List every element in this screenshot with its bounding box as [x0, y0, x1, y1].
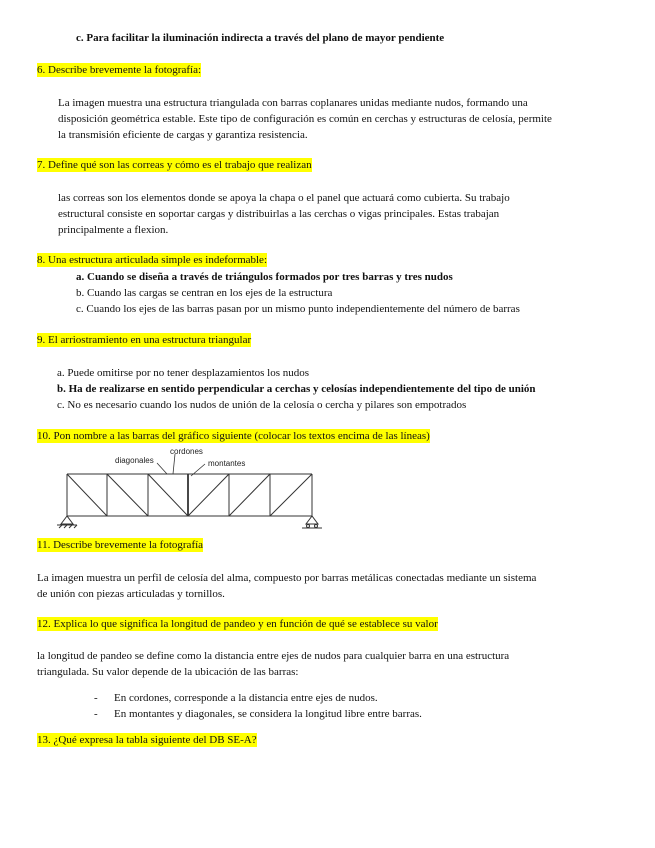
bullet-marker: -: [94, 708, 98, 720]
q5-option-c: c. Para facilitar la iluminación indirecta a través del plano de mayor pendiente: [76, 32, 445, 44]
q8-heading: 8. Una estructura articulada simple es indeformable:: [37, 254, 267, 266]
diagonales-leader: [157, 463, 167, 474]
q9-option-a: a. Puede omitirse por no tener desplazamientos los nudos: [57, 367, 310, 379]
diagonal-2: [107, 474, 148, 516]
q8-options: [76, 269, 520, 317]
cordones-leader: [173, 454, 175, 474]
diagonal-1: [67, 474, 107, 516]
label-montantes: montantes: [208, 459, 246, 468]
diagonal-6: [270, 474, 312, 516]
q11-heading: 11. Describe brevemente la fotografía: [37, 539, 204, 551]
bullet-marker: -: [94, 692, 98, 704]
diagonal-5: [229, 474, 270, 516]
q7-line-3: principalmente a flexion.: [58, 224, 169, 236]
q12-bullet-2: [94, 706, 422, 722]
right-support: [302, 516, 322, 528]
q9-option-c: c. No es necesario cuando los nudos de unión de la celosía o cercha y pilares son empotrados: [57, 399, 467, 411]
label-cordones: cordones: [170, 447, 203, 456]
q10-heading: 10. Pon nombre a las barras del gráfico siguiente (colocar los textos encima de las líneas): [37, 430, 430, 442]
q12-heading: 12. Explica lo que significa la longitud de pandeo y en función de qué se establece su valor: [37, 618, 438, 630]
q8-option-c: c. Cuando los ejes de las barras pasan por un mismo punto independientemente del número de barras: [76, 303, 520, 315]
q12-bullet-1: [94, 690, 422, 706]
bullet-text: En cordones, corresponde a la distancia entre ejes de nudos.: [114, 692, 378, 704]
q9-heading: 9. El arriostramiento en una estructura triangular: [37, 334, 252, 346]
q6-line-2: disposición geométrica estable. Este tipo de configuración es común en cerchas y estructuras de celosía, permite: [58, 113, 552, 125]
q12-bullets: [94, 690, 422, 722]
q12-answer: [37, 648, 509, 680]
q11-answer: [37, 570, 536, 602]
q6-line-1: La imagen muestra una estructura triangulada con barras coplanares unidas mediante nudos, formando una: [58, 97, 528, 109]
q8-option-a: a. Cuando se diseña a través de triángulos formados por tres barras y tres nudos: [76, 271, 453, 283]
q6-answer: [58, 95, 552, 143]
label-diagonales: diagonales: [115, 456, 154, 465]
q12-line-2: triangulada. Su valor depende de la ubicación de las barras:: [37, 666, 299, 678]
q11-line-1: La imagen muestra un perfil de celosía del alma, compuesto por barras metálicas conectadas mediante un sistema: [37, 572, 537, 584]
diagonal-3: [148, 474, 188, 516]
q12-line-1: la longitud de pandeo se define como la distancia entre ejes de nudos para cualquier barra en una estructura: [37, 650, 510, 662]
left-support: [57, 516, 77, 528]
truss-diagram: [55, 444, 325, 532]
q9-option-b: b. Ha de realizarse en sentido perpendicular a cerchas y celosías independientemente del tipo de unión: [57, 383, 536, 395]
bullet-text: En montantes y diagonales, se considera la longitud libre entre barras.: [114, 708, 422, 720]
q7-answer: [58, 190, 510, 238]
q11-line-2: de unión con piezas articuladas y tornillos.: [37, 588, 225, 600]
q7-heading: 7. Define qué son las correas y cómo es el trabajo que realizan: [37, 159, 312, 171]
q8-option-b: b. Cuando las cargas se centran en los ejes de la estructura: [76, 287, 333, 299]
diagonal-4: [188, 474, 229, 516]
q6-line-3: la transmisión eficiente de cargas y garantiza resistencia.: [58, 129, 308, 141]
q6-heading: 6. Describe brevemente la fotografía:: [37, 64, 202, 76]
q7-line-1: las correas son los elementos donde se apoya la chapa o el panel que actuará como cubierta. Su trabajo: [58, 192, 510, 204]
q9-options: [57, 365, 536, 413]
q7-line-2: estructural consiste en soportar cargas y distribuirlas a las cerchas o vigas principales. Estas trabajan: [58, 208, 500, 220]
q13-heading: 13. ¿Qué expresa la tabla siguiente del DB SE-A?: [37, 734, 257, 746]
